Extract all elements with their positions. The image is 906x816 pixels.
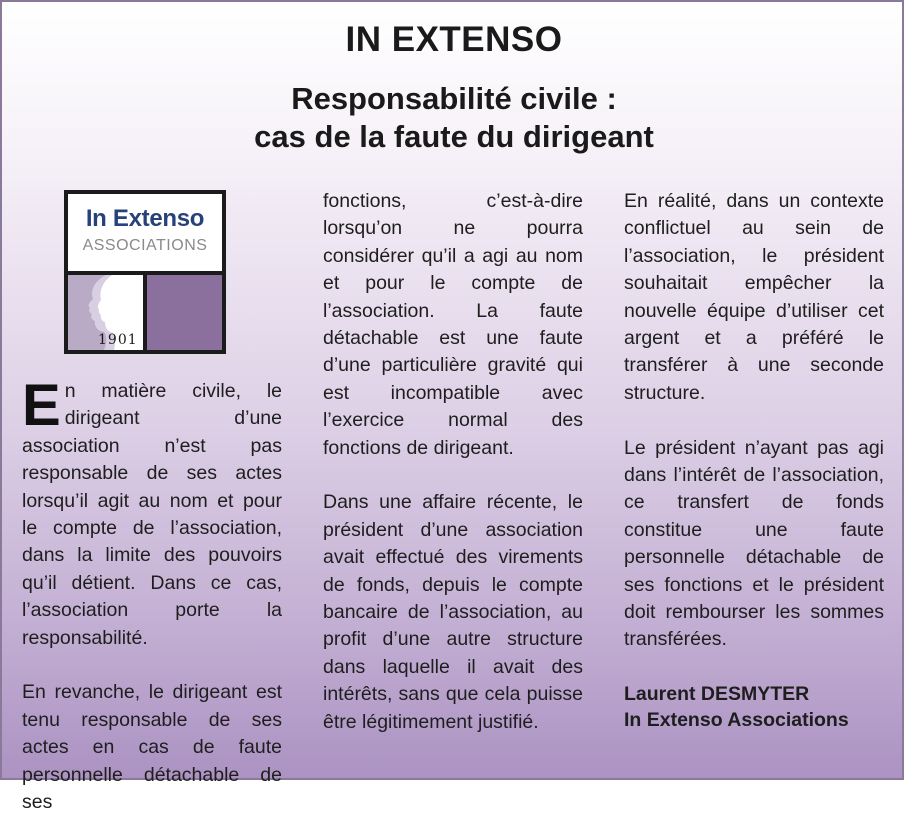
article-column-2 [323,188,583,736]
paragraph-3: Dans une affaire récente, le président d’une association avait effectué des virements de fonds, depuis le compte bancaire de l’association, au profit d’une autre structure dans laquelle il avait des intérêts, sans que cela puisse être légitimement justifié. [323,491,583,733]
logo-wordmark-panel [68,194,222,271]
article-column-1 [22,373,282,816]
logo-year-text: 1901 [98,332,138,348]
paragraph-4: En réalité, dans un contexte conflictuel au sein de l’association, le président souhaitait empêcher la nouvelle équipe d’utiliser cet argent et a préféré le transférer à une seconde structure. [624,190,884,404]
headline-line-1: Responsabilité civile : [291,81,617,116]
paragraph-5: Le président n’ayant pas agi dans l’intérêt de l’association, ce transfert de fonds constitue une faute personnelle détachable de ses fonctions et le président doit rembourser les sommes transférées. [624,436,884,651]
signature-block [624,681,884,733]
article-headline [2,80,906,156]
drop-cap: E [22,373,61,438]
signature-organization: In Extenso Associations [624,709,849,732]
article-column-3 [624,188,884,733]
logo-color-square [147,275,222,350]
logo-sub-text: ASSOCIATIONS [82,237,208,254]
paragraph-2-end: fonctions, c’est-à-dire lorsqu’on ne pourra considérer qu’il a agi au nom et pour le compte de l’association. La faute détachable est une faute d’une particulière gravité qui est incompatible avec l’exercice normal des fonctions de dirigeant. [323,190,583,459]
paragraph-2-start: En revanche, le dirigeant est tenu responsable de ses actes en cas de faute personnelle détachable de ses [22,681,282,814]
page-title: IN EXTENSO [345,20,563,59]
paragraph-1-text: n matière civile, le dirigeant d’une association n’est pas responsable de ses actes lorsqu’il agit au nom et pour le compte de l’association, dans la limite des pouvoirs qu’il détient. Dans ce cas, l’association porte la responsabilité. [22,380,282,649]
signature-author: Laurent DESMYTER [624,683,810,706]
in-extenso-logo [64,190,226,354]
profile-silhouette-icon [68,275,143,350]
headline-line-2: cas de la faute du dirigeant [254,119,654,154]
paragraph-1 [22,373,282,652]
logo-brand-text: In Extenso [85,205,205,232]
